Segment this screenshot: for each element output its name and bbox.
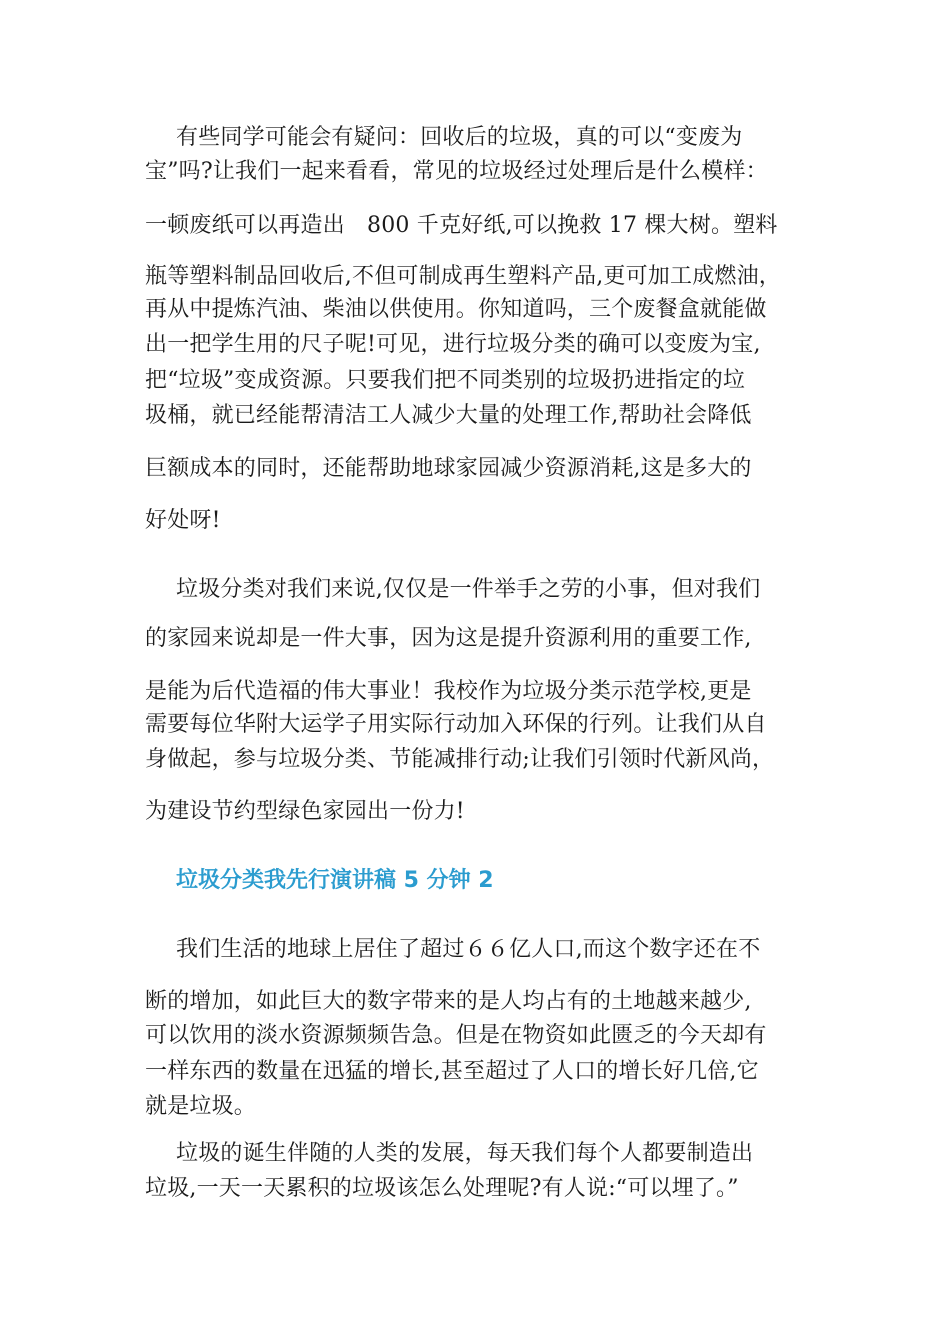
paragraph-2-line-2: 的家园来说却是一件大事，因为这是提升资源利用的重要工作, — [145, 626, 752, 651]
paragraph-3-line-4: 一样东西的数量在迅猛的增长,甚至超过了人口的增长好几倍,它 — [145, 1059, 759, 1084]
paragraph-3-line-2: 断的增加，如此巨大的数字带来的是人均占有的土地越来越少, — [145, 989, 752, 1014]
paragraph-2-line-6: 为建设节约型绿色家园出一份力! — [145, 799, 465, 824]
paragraph-1-line-10: 好处呀! — [145, 508, 221, 533]
paragraph-3-line-3: 可以饮用的淡水资源频频告急。但是在物资如此匮乏的今天却有 — [145, 1023, 767, 1048]
paragraph-1-line-5: 再从中提炼汽油、柴油以供使用。你知道吗，三个废餐盒就能做 — [145, 297, 767, 322]
paragraph-1-line-2: 宝”吗?让我们一起来看看，常见的垃圾经过处理后是什么模样： — [145, 159, 768, 184]
paragraph-4-line-1: 垃圾的诞生伴随的人类的发展，每天我们每个人都要制造出 — [176, 1141, 754, 1166]
paragraph-2-line-1: 垃圾分类对我们来说,仅仅是一件举手之劳的小事，但对我们 — [176, 577, 761, 602]
paragraph-1-line-1: 有些同学可能会有疑问：回收后的垃圾，真的可以“变废为 — [176, 125, 743, 150]
paragraph-4-line-2: 垃圾,一天一天累积的垃圾该怎么处理呢?有人说:“可以埋了。” — [145, 1176, 739, 1201]
paragraph-1-line-3: 一顿废纸可以再造出 800 千克好纸,可以挽救 17 棵大树。塑料 — [145, 213, 778, 238]
paragraph-1-line-7: 把“垃圾”变成资源。只要我们把不同类别的垃圾扔进指定的垃 — [145, 368, 746, 393]
paragraph-2-line-3: 是能为后代造福的伟大事业！我校作为垃圾分类示范学校,更是 — [145, 679, 752, 704]
paragraph-2-line-4: 需要每位华附大运学子用实际行动加入环保的行列。让我们从自 — [145, 712, 767, 737]
section-heading: 垃圾分类我先行演讲稿 5 分钟 2 — [176, 868, 494, 893]
paragraph-1-line-9: 巨额成本的同时，还能帮助地球家园减少资源消耗,这是多大的 — [145, 456, 752, 481]
paragraph-1-line-6: 出一把学生用的尺子呢!可见，进行垃圾分类的确可以变废为宝, — [145, 332, 761, 357]
paragraph-2-line-5: 身做起，参与垃圾分类、节能减排行动;让我们引领时代新风尚， — [145, 747, 775, 772]
paragraph-1-line-4: 瓶等塑料制品回收后,不但可制成再生塑料产品,更可加工成燃油， — [145, 264, 781, 289]
paragraph-3-line-5: 就是垃圾。 — [145, 1094, 257, 1119]
paragraph-3-line-1: 我们生活的地球上居住了超过６６亿人口,而这个数字还在不 — [176, 937, 761, 962]
paragraph-1-line-8: 圾桶，就已经能帮清洁工人减少大量的处理工作,帮助社会降低 — [145, 403, 752, 428]
